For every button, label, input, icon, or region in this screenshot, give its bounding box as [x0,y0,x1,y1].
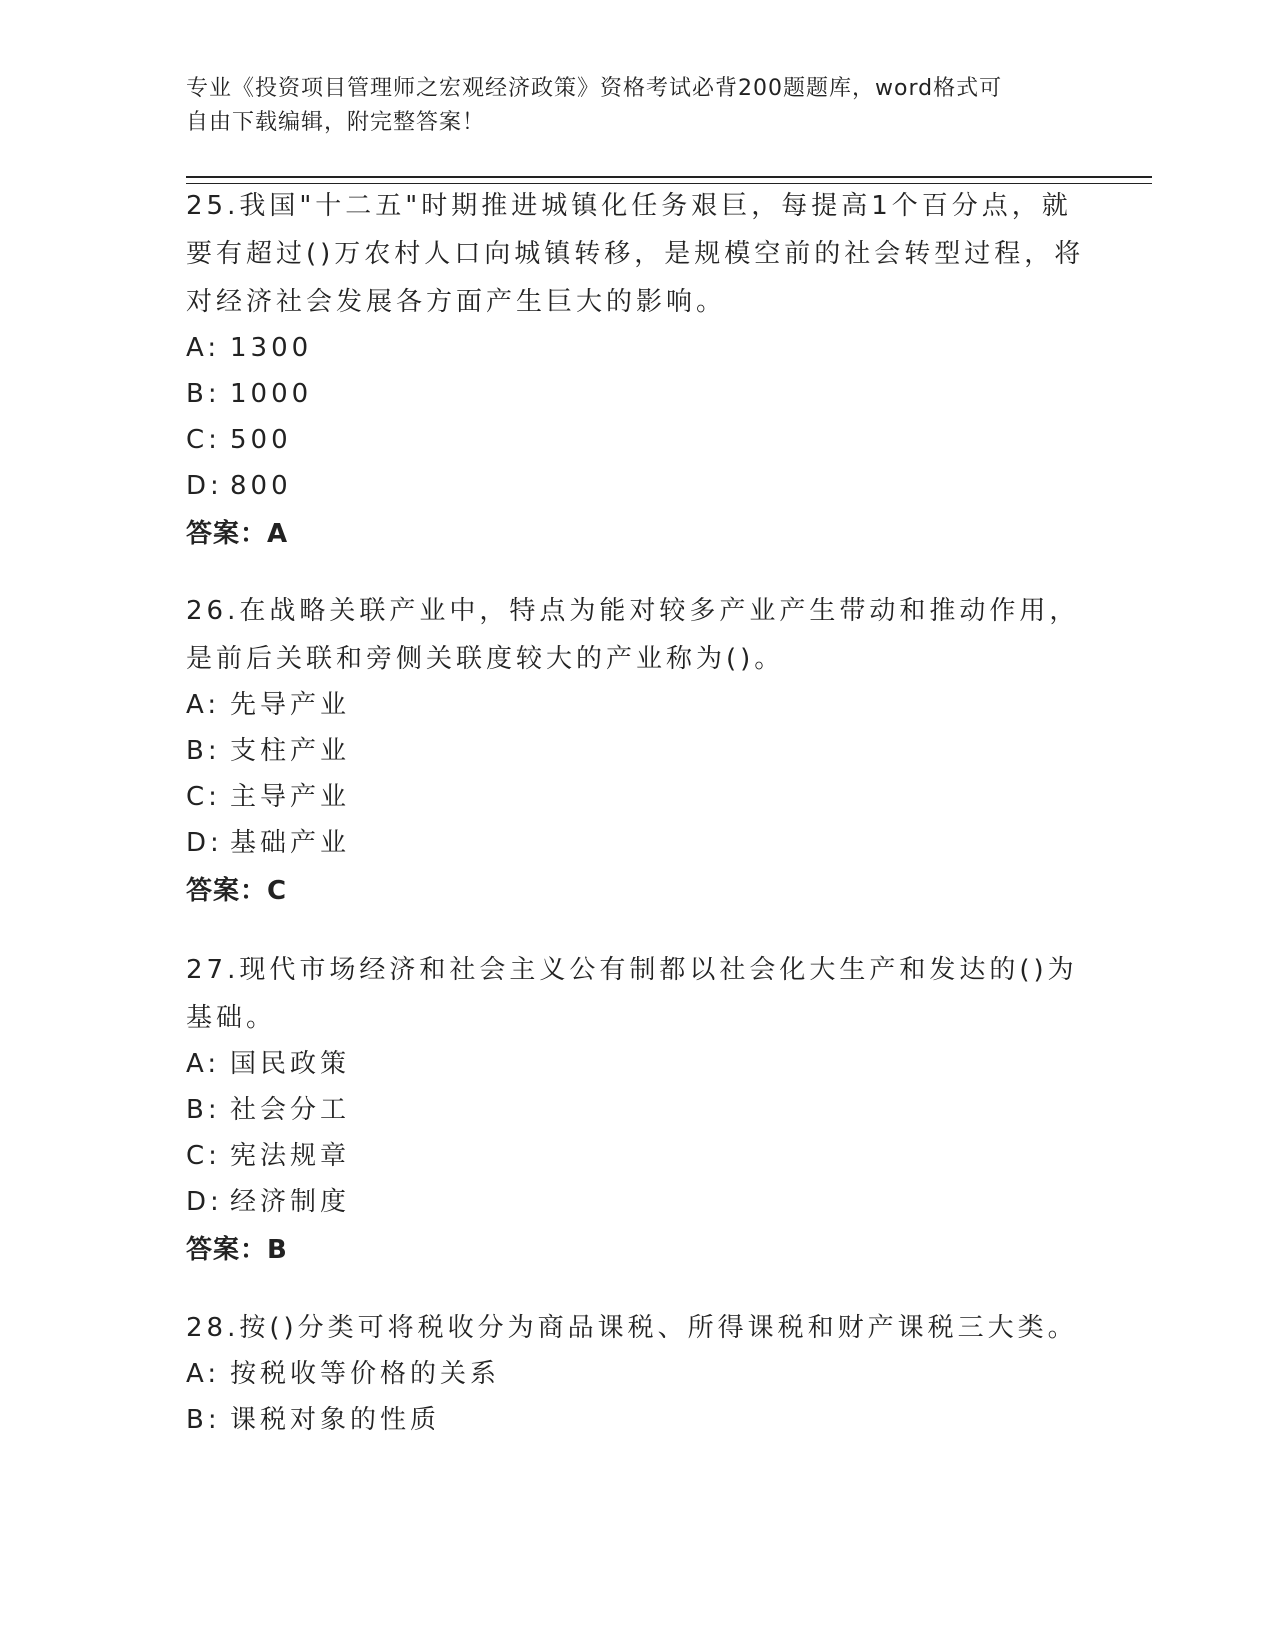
option-a [186,1040,1086,1088]
option-c [186,1132,1086,1180]
option-text: 主导产业 [230,782,351,812]
header-divider-thick [186,176,1152,178]
question-26 [186,587,1086,915]
question-28 [186,1304,1086,1444]
question-text: 28.按()分类可将税收分为商品课税、所得课税和财产课税三大类。 [186,1313,1078,1343]
option-d [186,819,1086,867]
option-letter: B: [186,1405,221,1435]
option-text: 1000 [230,379,313,409]
option-letter: C: [186,1141,221,1171]
option-letter: A: [186,1359,221,1389]
header-line-1: 专业《投资项目管理师之宏观经济政策》资格考试必背200题题库，word格式可 [186,76,1003,101]
option-letter: A: [186,1049,221,1079]
option-a [186,681,1086,729]
option-text: 先导产业 [230,690,351,720]
option-letter: B: [186,1095,221,1125]
answer-line: 答案：B [186,1235,288,1265]
option-text: 课税对象的性质 [230,1405,441,1435]
option-d [186,1178,1086,1226]
option-b [186,370,1086,418]
option-text: 经济制度 [230,1187,351,1217]
question-text: 26.在战略关联产业中，特点为能对较多产业产生带动和推动作用，是前后关联和旁侧关联度较大的产业称为()。 [186,596,1080,674]
option-letter: A: [186,333,221,363]
question-text: 25.我国"十二五"时期推进城镇化任务艰巨，每提高1个百分点，就要有超过()万农村人口向城镇转移，是规模空前的社会转型过程，将对经济社会发展各方面产生巨大的影响。 [186,191,1085,317]
option-text: 支柱产业 [230,736,351,766]
option-text: 500 [230,425,292,455]
option-a [186,324,1086,372]
option-b [186,727,1086,775]
option-c [186,416,1086,464]
option-letter: C: [186,782,221,812]
option-text: 社会分工 [230,1095,351,1125]
question-text: 27.现代市场经济和社会主义公有制都以社会化大生产和发达的()为基础。 [186,955,1078,1033]
option-text: 国民政策 [230,1049,351,1079]
option-a [186,1350,1086,1398]
option-letter: B: [186,736,221,766]
answer-line: 答案：A [186,519,289,549]
option-letter: D: [186,471,223,501]
option-b [186,1396,1086,1444]
document-header [186,72,1066,140]
answer-line: 答案：C [186,876,288,906]
option-text: 基础产业 [230,828,351,858]
option-text: 1300 [230,333,313,363]
option-letter: D: [186,1187,223,1217]
question-27 [186,946,1086,1274]
option-text: 800 [230,471,292,501]
option-d [186,462,1086,510]
option-b [186,1086,1086,1134]
option-letter: A: [186,690,221,720]
option-letter: B: [186,379,221,409]
question-25 [186,182,1086,558]
option-letter: D: [186,828,223,858]
option-letter: C: [186,425,221,455]
header-line-2: 自由下载编辑，附完整答案！ [186,110,486,135]
option-c [186,773,1086,821]
option-text: 按税收等价格的关系 [230,1359,501,1389]
option-text: 宪法规章 [230,1141,351,1171]
